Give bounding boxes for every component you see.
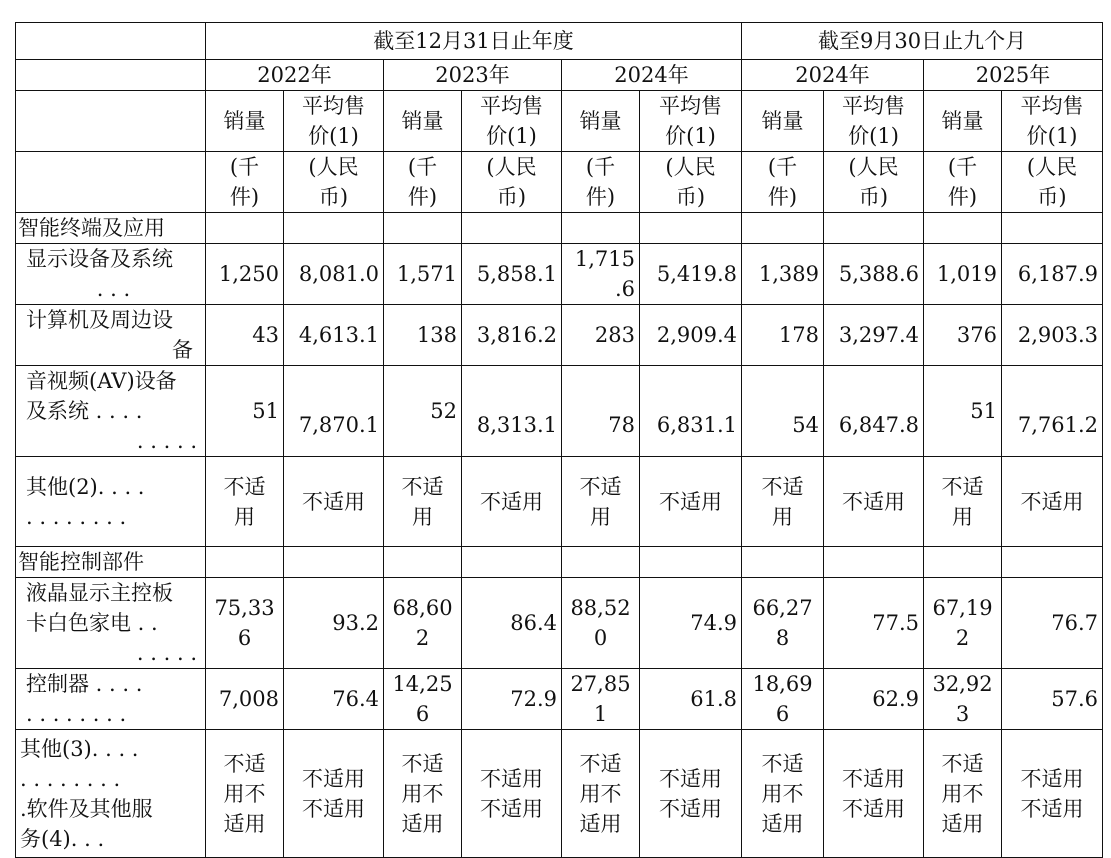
- volume-cell: 7,008: [206, 669, 284, 730]
- price-cell: 不适用: [1002, 457, 1103, 547]
- volume-cell: 不适 用不 适用: [206, 730, 284, 858]
- price-cell: 76.4: [284, 669, 384, 730]
- volume-cell: 283: [562, 305, 640, 366]
- volume-unit: (千 件): [562, 152, 640, 213]
- price-cell: 不适用: [462, 457, 562, 547]
- volume-cell: 51: [924, 366, 1002, 457]
- volume-cell: 1,250: [206, 244, 284, 305]
- table-row-controller: [16, 669, 1103, 730]
- price-cell: 不适用: [640, 457, 742, 547]
- volume-unit: (千 件): [206, 152, 284, 213]
- header-blank: [16, 23, 206, 60]
- volume-unit: (千 件): [384, 152, 462, 213]
- volume-cell: 52: [384, 366, 462, 457]
- row-label-controller: 控制器 . . . . . . . . . . . .: [16, 669, 206, 730]
- price-unit: (人民 币): [640, 152, 742, 213]
- volume-cell: 376: [924, 305, 1002, 366]
- row-label-other34: 其他(3). . . . . . . . . . . . .软件及其他服 务(4). . .: [16, 730, 206, 858]
- volume-cell: 54: [742, 366, 824, 457]
- volume-unit: (千 件): [742, 152, 824, 213]
- volume-cell: 1,389: [742, 244, 824, 305]
- price-cell: 5,858.1: [462, 244, 562, 305]
- header-row-period: [16, 23, 1103, 60]
- volume-cell: 138: [384, 305, 462, 366]
- price-cell: 6,831.1: [640, 366, 742, 457]
- volume-cell: 51: [206, 366, 284, 457]
- year-2023: 2023年: [384, 60, 562, 91]
- price-cell: 5,388.6: [824, 244, 924, 305]
- row-label-av: 音视频(AV)设备 及系统 . . . . . . . . .: [16, 366, 206, 457]
- price-cell: 不适用 不适用: [284, 730, 384, 858]
- volume-cell: 不适 用: [206, 457, 284, 547]
- price-unit: (人民 币): [824, 152, 924, 213]
- section-smart-terminal: 智能终端及应用: [16, 213, 206, 244]
- volume-cell: 75,33 6: [206, 578, 284, 669]
- price-cell: 不适用: [284, 457, 384, 547]
- volume-cell: 不适 用: [384, 457, 462, 547]
- volume-cell: 不适 用: [742, 457, 824, 547]
- table-row-av: [16, 366, 1103, 457]
- price-cell: 6,847.8: [824, 366, 924, 457]
- price-cell: 76.7: [1002, 578, 1103, 669]
- price-cell: 8,081.0: [284, 244, 384, 305]
- volume-cell: 178: [742, 305, 824, 366]
- volume-cell: 不适 用不 适用: [742, 730, 824, 858]
- volume-cell: 1,571: [384, 244, 462, 305]
- price-cell: 57.6: [1002, 669, 1103, 730]
- price-cell: 不适用 不适用: [462, 730, 562, 858]
- volume-cell: 不适 用: [562, 457, 640, 547]
- volume-cell: 1,715 .6: [562, 244, 640, 305]
- price-cell: 86.4: [462, 578, 562, 669]
- table-row-other2: [16, 457, 1103, 547]
- price-cell: 不适用: [824, 457, 924, 547]
- period-nine-months: 截至9月30日止九个月: [742, 23, 1103, 60]
- volume-unit: (千 件): [924, 152, 1002, 213]
- price-cell: 3,816.2: [462, 305, 562, 366]
- table-row-other34: [16, 730, 1103, 858]
- volume-cell: 88,52 0: [562, 578, 640, 669]
- header-blank: [16, 91, 206, 152]
- price-unit: (人民 币): [1002, 152, 1103, 213]
- price-cell: 8,313.1: [462, 366, 562, 457]
- header-row-years: [16, 60, 1103, 91]
- price-cell: 4,613.1: [284, 305, 384, 366]
- row-label-other2: 其他(2). . . . . . . . . . . .: [16, 457, 206, 547]
- volume-cell: 不适 用不 适用: [384, 730, 462, 858]
- price-unit: (人民 币): [284, 152, 384, 213]
- section-row: [16, 547, 1103, 578]
- volume-label: 销量: [562, 91, 640, 152]
- year-2024-nine-months: 2024年: [742, 60, 924, 91]
- price-label: 平均售 价(1): [640, 91, 742, 152]
- price-label: 平均售 价(1): [284, 91, 384, 152]
- price-label: 平均售 价(1): [1002, 91, 1103, 152]
- header-row-metrics: [16, 91, 1103, 152]
- volume-cell: 78: [562, 366, 640, 457]
- table-row-computer: [16, 305, 1103, 366]
- row-label-computer: 计算机及周边设 备: [16, 305, 206, 366]
- volume-label: 销量: [742, 91, 824, 152]
- volume-cell: 27,85 1: [562, 669, 640, 730]
- period-annual: 截至12月31日止年度: [206, 23, 742, 60]
- header-blank: [16, 152, 206, 213]
- price-cell: 61.8: [640, 669, 742, 730]
- volume-cell: 不适 用不 适用: [562, 730, 640, 858]
- volume-cell: 68,60 2: [384, 578, 462, 669]
- price-cell: 2,903.3: [1002, 305, 1103, 366]
- year-2024: 2024年: [562, 60, 742, 91]
- price-cell: 62.9: [824, 669, 924, 730]
- volume-cell: 67,19 2: [924, 578, 1002, 669]
- section-smart-control: 智能控制部件: [16, 547, 206, 578]
- sales-table-container: [15, 22, 1102, 858]
- price-unit: (人民 币): [462, 152, 562, 213]
- price-cell: 不适用 不适用: [1002, 730, 1103, 858]
- row-label-lcd: 液晶显示主控板 卡白色家电 . . . . . . .: [16, 578, 206, 669]
- volume-label: 销量: [384, 91, 462, 152]
- price-cell: 93.2: [284, 578, 384, 669]
- price-cell: 不适用 不适用: [824, 730, 924, 858]
- price-cell: 72.9: [462, 669, 562, 730]
- price-cell: 7,870.1: [284, 366, 384, 457]
- volume-cell: 32,92 3: [924, 669, 1002, 730]
- table-row-display: [16, 244, 1103, 305]
- price-cell: 3,297.4: [824, 305, 924, 366]
- price-cell: 77.5: [824, 578, 924, 669]
- volume-cell: 1,019: [924, 244, 1002, 305]
- section-row: [16, 213, 1103, 244]
- year-2025-nine-months: 2025年: [924, 60, 1103, 91]
- price-cell: 74.9: [640, 578, 742, 669]
- table-row-lcd: [16, 578, 1103, 669]
- header-row-units: [16, 152, 1103, 213]
- volume-cell: 18,69 6: [742, 669, 824, 730]
- volume-cell: 不适 用: [924, 457, 1002, 547]
- volume-cell: 不适 用不 适用: [924, 730, 1002, 858]
- header-blank: [16, 60, 206, 91]
- price-cell: 2,909.4: [640, 305, 742, 366]
- price-label: 平均售 价(1): [824, 91, 924, 152]
- sales-volume-price-table: [15, 22, 1103, 858]
- year-2022: 2022年: [206, 60, 384, 91]
- volume-cell: 43: [206, 305, 284, 366]
- price-cell: 不适用 不适用: [640, 730, 742, 858]
- volume-cell: 14,25 6: [384, 669, 462, 730]
- volume-label: 销量: [924, 91, 1002, 152]
- row-label-display: 显示设备及系统 . . .: [16, 244, 206, 305]
- price-label: 平均售 价(1): [462, 91, 562, 152]
- volume-cell: 66,27 8: [742, 578, 824, 669]
- price-cell: 6,187.9: [1002, 244, 1103, 305]
- price-cell: 7,761.2: [1002, 366, 1103, 457]
- volume-label: 销量: [206, 91, 284, 152]
- price-cell: 5,419.8: [640, 244, 742, 305]
